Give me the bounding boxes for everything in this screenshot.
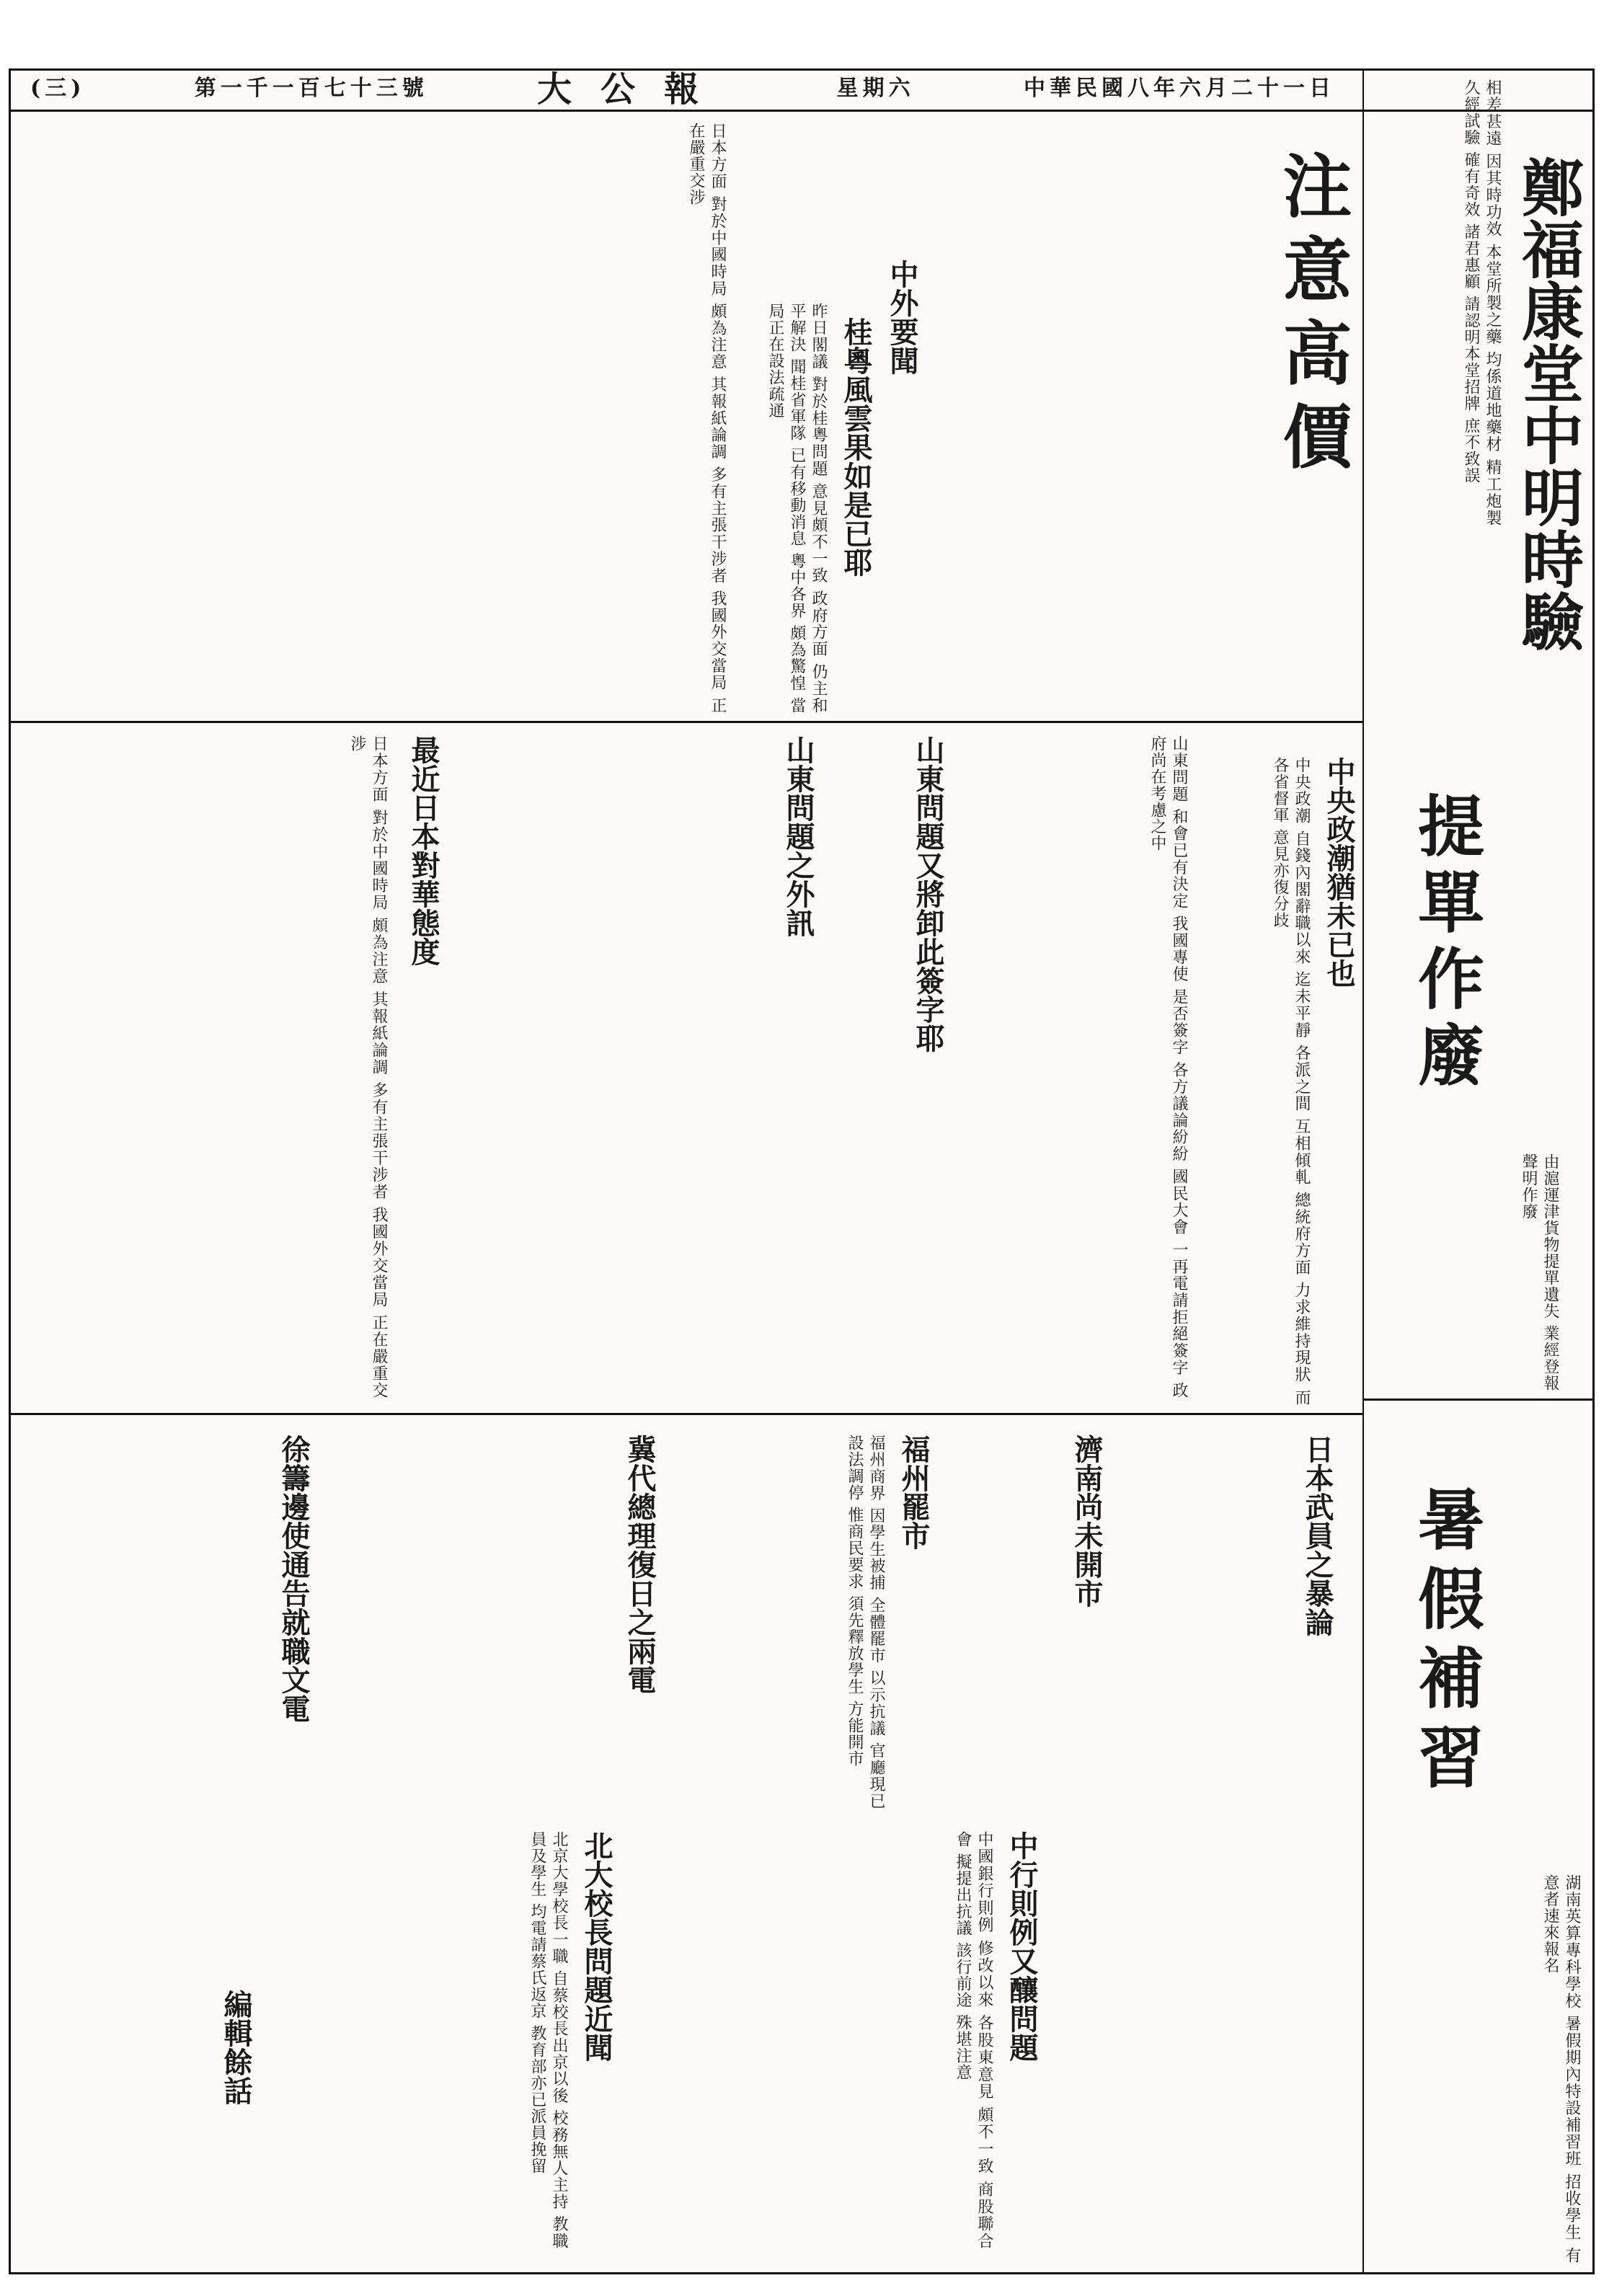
article-politics: 中央政潮 自錢內閣辭職以來 迄未平靜 各派之間 互相傾軋 總統府方面 力求維持現狀 而各省督軍 意見亦復分歧 (1271, 757, 1311, 1406)
headline-peking-univ: 北大校長問題近聞 (580, 1831, 613, 2062)
headline-bank: 中行則例又釀問題 (1005, 1831, 1039, 2062)
masthead-paper-name: 大公報 (537, 68, 728, 110)
masthead-issue: 第一千一百七十三號 (194, 76, 428, 101)
article-peking-univ: 北京大學校長一職 自蔡校長出京以後 校務無人主持 教職員及學生 均電請蔡氏返京 教育部亦已派員挽留 (528, 1831, 568, 2249)
article-shandong: 山東問題 和會已有決定 我國專使 是否簽字 各方議論紛紛 國民大會 一再電請拒絕簽字 政府尚在考慮之中 (1148, 735, 1188, 1399)
headline-japan-officer: 日本武員之暴論 (1300, 1435, 1334, 1636)
headline-guangxi: 桂粵風雲果如是已耶 (839, 317, 873, 577)
masthead-rule (9, 110, 1595, 112)
headline-premier: 冀代總理復日之兩電 (623, 1435, 657, 1694)
headline-shandong: 山東問題又將卸此簽字耶 (911, 735, 945, 1052)
article-band1-left: 日本方面 對於中國時局 頗為注意 其報紙論調 多有主張干涉者 我國外交當局 正在嚴重交涉 (687, 123, 727, 714)
flyer-ad-title: 提單作廢 (1407, 792, 1485, 1097)
pharmacy-ad-title: 鄭福康堂中明時驗 (1511, 156, 1584, 652)
article-fuzhou: 福州商界 因學生被捕 全體罷市 以示抗議 官廳現已設法調停 惟商民要求 須先釋放學生 方能開市 (846, 1435, 885, 1809)
ad-separator (1362, 1399, 1595, 1401)
headline-politics: 中央政潮猶未已也 (1322, 757, 1356, 988)
pharmacy-ad-text: 相差甚遠 因其時功效 本堂所製之藥 均係道地藥材 精工炮製 久經試驗 確有奇效 諸君惠顧 請認明本堂招牌 庶不致誤 (1462, 79, 1502, 526)
ad-column-divider (1362, 68, 1364, 2274)
masthead-page-no: (三) (30, 76, 86, 101)
summer-ad-text: 湖南英算專科學校 暑假期內特設補習班 招收學生 有意者速來報名 (1541, 1874, 1581, 2264)
headline-japan-attitude: 最近日本對華態度 (407, 735, 440, 966)
headline-jinan: 濟南尚未開市 (1070, 1435, 1104, 1608)
masthead (9, 63, 1357, 108)
summer-ad-title: 暑假補習 (1407, 1485, 1485, 1802)
headline-xu-border: 徐籌邊使通告就職文電 (277, 1435, 311, 1723)
headline-editor-notes: 編輯餘話 (219, 1990, 253, 2105)
masthead-weekday: 星期六 (836, 76, 915, 101)
article-japan-attitude: 日本方面 對於中國時局 頗為注意 其報紙論調 多有主張干涉者 我國外交當局 正在嚴重交涉 (348, 735, 388, 1399)
headline-shandong-foreign: 山東問題之外訊 (781, 735, 815, 937)
article-guangxi: 昨日閣議 對於桂粵問題 意見頗不一致 政府方面 仍主和平解決 聞桂省軍隊 已有移動消息 粵中各界 頗為驚惶 當局正在設法疏通 (766, 303, 828, 714)
price-banner: 注意高價 (1272, 150, 1353, 484)
flyer-ad-text: 由滬運津貨物提單遺失 業經登報聲明作廢 (1520, 1153, 1559, 1391)
band-rule-1 (9, 721, 1362, 723)
article-bank: 中國銀行則例 修改以來 各股東意見 頗不一致 商股聯合會 擬提出抗議 該行前途 殊堪注意 (954, 1831, 993, 2249)
masthead-date: 中華民國八年六月二十一日 (1023, 76, 1335, 101)
news-section-title: 中外要聞 (885, 260, 919, 375)
band-rule-2 (9, 1413, 1362, 1415)
headline-fuzhou: 福州罷市 (897, 1435, 931, 1550)
